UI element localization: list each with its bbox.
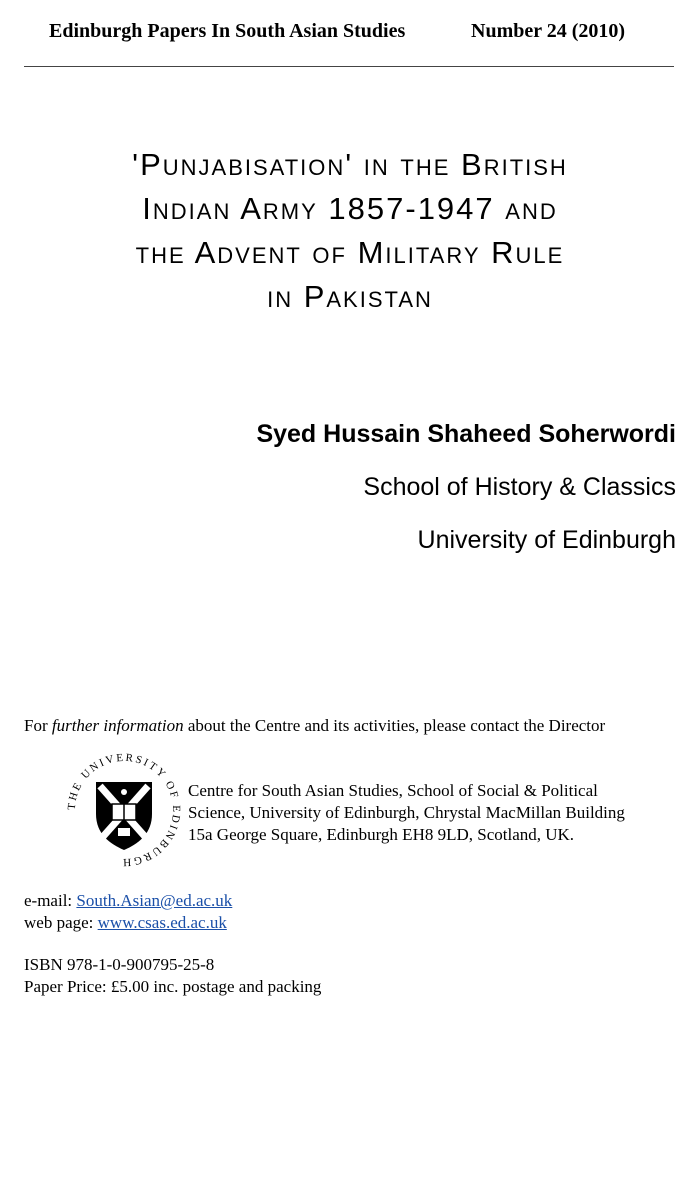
author-school: School of History & Classics — [363, 473, 676, 501]
web-label: web page: — [24, 913, 98, 932]
contact-links — [24, 890, 232, 934]
contact-note — [24, 716, 605, 736]
title-line: 'Punjabisation' in the British — [132, 147, 568, 182]
web-link[interactable]: www.csas.ed.ac.uk — [97, 913, 227, 932]
header-rule — [24, 66, 674, 67]
svg-text:THE UNIVERSITY OF EDINBURGH: THE UNIVERSITY OF EDINBURGH — [65, 751, 183, 869]
address-line: 15a George Square, Edinburgh EH8 9LD, Scotland, UK. — [188, 825, 575, 844]
title-line: Indian Army 1857-1947 and — [142, 191, 558, 226]
address-line: Science, University of Edinburgh, Chrystal MacMillan Building — [188, 803, 625, 822]
paper-price: Paper Price: £5.00 inc. postage and packing — [24, 977, 322, 996]
address-line: Centre for South Asian Studies, School of Social & Political — [188, 781, 598, 800]
running-header — [49, 20, 649, 46]
university-crest-icon — [62, 748, 186, 872]
paper-title — [40, 143, 660, 319]
centre-address — [188, 780, 625, 846]
email-link[interactable]: South.Asian@ed.ac.uk — [76, 891, 233, 910]
title-line: in Pakistan — [267, 279, 433, 314]
publication-info — [24, 954, 321, 998]
series-title: Edinburgh Papers In South Asian Studies — [49, 20, 406, 42]
contact-suffix: about the Centre and its activities, please contact the Director — [183, 716, 606, 735]
contact-prefix: For — [24, 716, 52, 735]
contact-emphasis: further information — [51, 716, 184, 735]
web-row — [24, 912, 232, 934]
title-line: the Advent of Military Rule — [135, 235, 565, 270]
author-name: Syed Hussain Shaheed Soherwordi — [256, 420, 676, 448]
issue-number: Number 24 (2010) — [471, 20, 626, 42]
email-label: e-mail: — [24, 891, 77, 910]
isbn: ISBN 978-1-0-900795-25-8 — [24, 955, 215, 974]
author-university: University of Edinburgh — [417, 526, 676, 554]
email-row — [24, 890, 232, 912]
